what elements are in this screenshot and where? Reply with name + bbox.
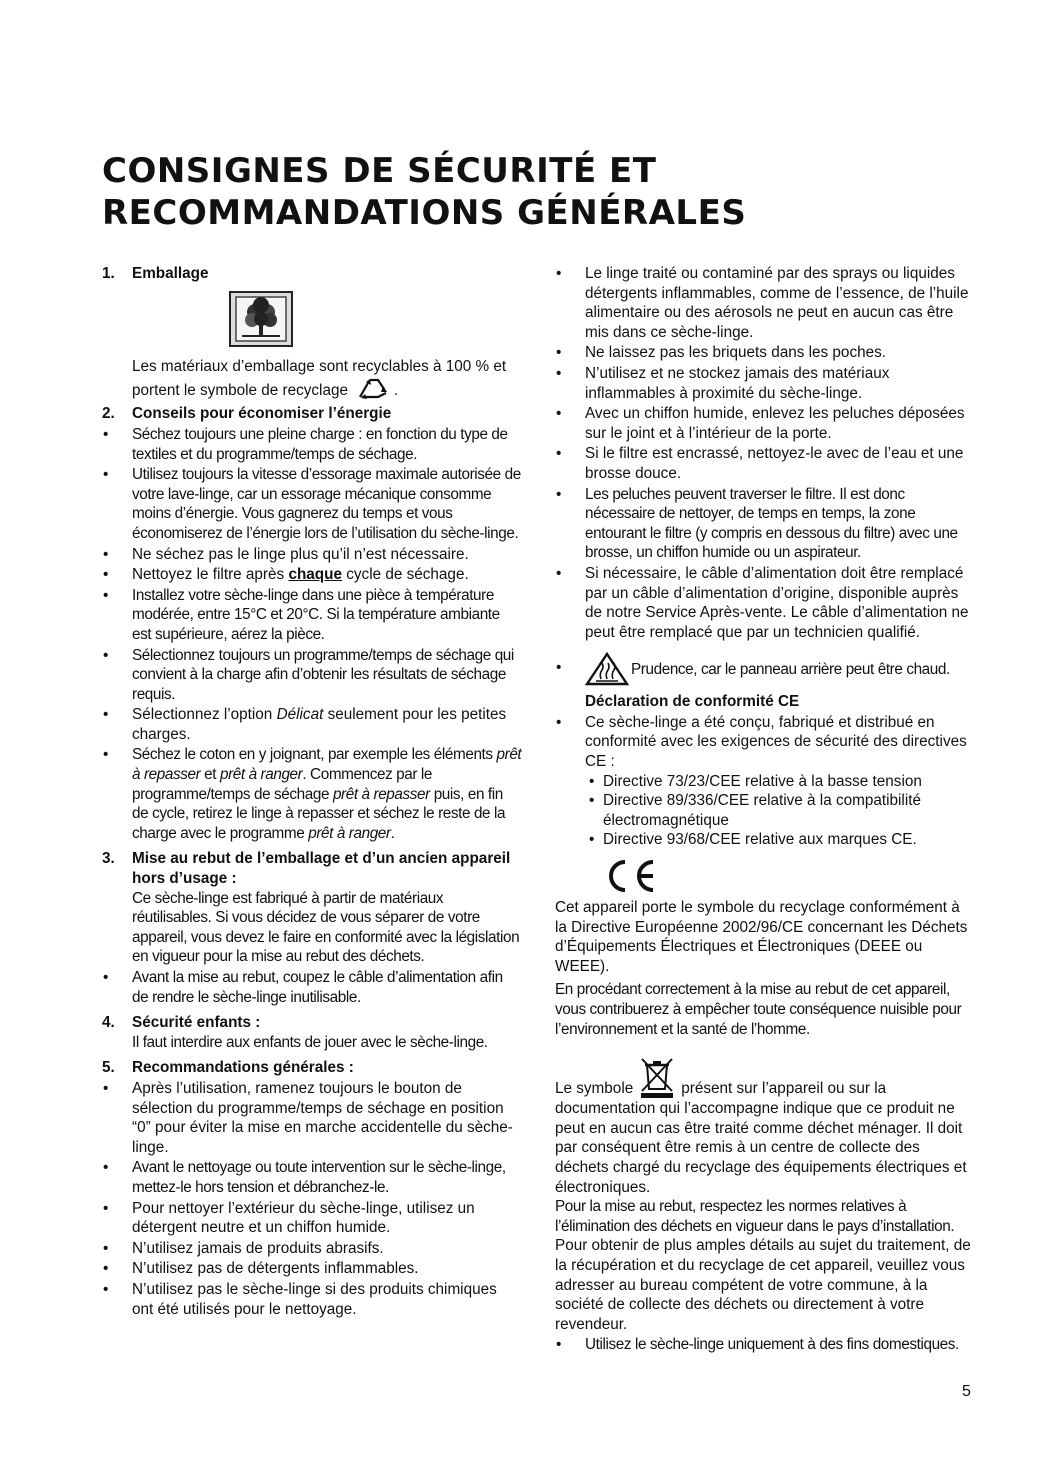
- weee-paragraph: Pour obtenir de plus amples détails au sujet du traitement, de la récupération et du recyclage de cet appareil, veuillez vous adresser au bureau compétent de votre commune, à la société de collecte des déchets ou directement à votre revendeur.: [555, 1237, 971, 1333]
- disposal-text: Ce sèche-linge est fabriqué à partir de matériaux réutilisables. Si vous décidez de vous séparer de votre appareil, vous devez le faire en conformité avec la législation en vigueur pour la mise au rebut des déchets.: [132, 889, 520, 966]
- crossed-bin-icon: [637, 1055, 677, 1099]
- list-item: • Si le filtre est encrassé, nettoyez-le avec de l’eau et une brosse douce.: [555, 444, 975, 483]
- list-item: • Avant la mise au rebut, coupez le câble d’alimentation afin de rendre le sèche-linge inutilisable.: [102, 968, 522, 1007]
- emphasis-text: chaque: [288, 566, 342, 584]
- page-title-line2: RECOMMANDATIONS GÉNÉRALES: [102, 193, 747, 233]
- weee-paragraph: En procédant correctement à la mise au rebut de cet appareil, vous contribuerez à empêcher toute conséquence nuisible pour l’environnement et la santé de l’homme.: [555, 981, 962, 1038]
- program-name: Délicat: [276, 706, 324, 724]
- list-item-text: puis, en fin de cycle, retirez le linge à repasser et séchez le reste de la charge avec le programme: [132, 785, 506, 842]
- list-item: • Installez votre sèche-linge dans une pièce à température modérée, entre 15°C et 20°C. Si la température ambiante est supérieure, aérez la pièce.: [102, 586, 522, 645]
- section-packaging-heading: [102, 264, 522, 284]
- list-item: • Après l’utilisation, ramenez toujours le bouton de sélection du programme/temps de séchage en position “0” pour éviter la mise en marche accidentelle du sèche-linge.: [102, 1079, 522, 1157]
- section-number: 1.: [102, 265, 115, 282]
- child-safety-text: Il faut interdire aux enfants de jouer avec le sèche-linge.: [132, 1033, 488, 1051]
- section-general-heading: [102, 1058, 522, 1078]
- section-energy-heading: [102, 404, 522, 424]
- section-number: 3.: [102, 850, 115, 868]
- list-item-text: . Commencez par le programme/temps de séchage: [132, 766, 433, 803]
- section-number: 4.: [102, 1014, 115, 1032]
- packaging-tree-icon: [228, 288, 294, 348]
- weee-text: Le symbole: [555, 1080, 634, 1098]
- list-item: • Avant le nettoyage ou toute intervention sur le sèche-linge, mettez-le hors tension et débranchez-le.: [102, 1158, 522, 1197]
- directive-item: • Directive 73/23/CEE relative à la basse tension: [555, 772, 975, 792]
- list-item: • Pour nettoyer l’extérieur du sèche-linge, utilisez un détergent neutre et un chiffon humide.: [102, 1199, 522, 1238]
- list-item: [102, 705, 522, 744]
- page-title-line1: CONSIGNES DE SÉCURITÉ ET: [102, 151, 657, 191]
- right-column: [555, 264, 975, 1355]
- list-item-text: Nettoyez le filtre après: [132, 566, 285, 584]
- list-item-text: .: [390, 824, 395, 842]
- section-child-safety-heading: [102, 1013, 522, 1033]
- directive-item: • Directive 93/68/CEE relative aux marques CE.: [555, 830, 975, 850]
- list-item: [102, 745, 522, 843]
- list-item: • Utilisez le sèche-linge uniquement à des fins domestiques.: [555, 1335, 975, 1355]
- section-title: Emballage: [132, 265, 209, 282]
- section-title: Sécurité enfants :: [132, 1014, 261, 1032]
- program-name: prêt à ranger: [219, 766, 303, 784]
- list-item: • Utilisez toujours la vitesse d’essorage maximale autorisée de votre lave-linge, car un essorage mécanique consomme moins d’énergie. Vous gagnerez du temps et vous économiserez de l’énergie lors de l’utilisation du sèche-linge.: [102, 465, 522, 543]
- list-item: • Ne séchez pas le linge plus qu’il n’est nécessaire.: [102, 545, 522, 565]
- weee-paragraph: Pour la mise au rebut, respectez les normes relatives à l’élimination des déchets en vigueur dans le pays d’installation.: [555, 1198, 955, 1235]
- recycle-icon: [356, 377, 390, 399]
- list-item: • N’utilisez pas le sèche-linge si des produits chimiques ont été utilisés pour le nettoyage.: [102, 1280, 522, 1319]
- list-item-text: Sélectionnez l’option: [132, 706, 273, 724]
- packaging-text-main: Les matériaux d’emballage sont recyclables à 100 % et portent le symbole de recyclage: [132, 358, 507, 399]
- list-item: • N’utilisez et ne stockez jamais des matériaux inflammables à proximité du sèche-linge.: [555, 364, 975, 403]
- section-title: Mise au rebut de l’emballage et d’un ancien appareil hors d’usage :: [132, 850, 511, 888]
- section-title: Conseils pour économiser l’énergie: [132, 405, 392, 423]
- packaging-text-end: .: [393, 381, 399, 399]
- list-item-text: cycle de séchage.: [346, 566, 469, 584]
- list-item: • Ce sèche-linge a été conçu, fabriqué et distribué en conformité avec les exigences de sécurité des directives CE :: [555, 713, 975, 772]
- ce-mark-icon: [603, 858, 659, 894]
- list-item: • Si nécessaire, le câble d’alimentation doit être remplacé par un câble d’alimentation d’origine, disponible auprès de notre Service Après-vente. Le câble d’alimentation ne peut être remplacé que par un technicien qualifié.: [555, 564, 975, 642]
- page-number: 5: [962, 1383, 971, 1400]
- weee-text: présent sur l’appareil ou sur la documentation qui l’accompagne indique que ce produit ne peut en aucun cas être traité comme déchet ménager. Il doit par conséquent être remis à un centre de collecte des déchets chargé du recyclage des équipements électriques et électroniques.: [555, 1080, 967, 1196]
- weee-paragraph: Cet appareil porte le symbole du recyclage conformément à la Directive Européenne 2002/96/CE concernant les Déchets d’Équipements Électriques et Électroniques (DEEE ou WEEE).: [555, 899, 968, 975]
- hot-surface-warning-icon: [585, 652, 629, 686]
- left-column: [102, 264, 522, 1319]
- weee-paragraph: [555, 1055, 975, 1197]
- list-item: • Avec un chiffon humide, enlevez les peluches déposées sur le joint et à l’intérieur de la porte.: [555, 404, 975, 443]
- list-item: • Sélectionnez toujours un programme/temps de séchage qui convient à la charge afin d’obtenir les résultats de séchage requis.: [102, 646, 522, 705]
- section-number: 2.: [102, 405, 115, 423]
- list-item: • N’utilisez jamais de produits abrasifs.: [102, 1239, 522, 1259]
- list-item: • N’utilisez pas de détergents inflammables.: [102, 1259, 522, 1279]
- list-item: • Les peluches peuvent traverser le filtre. Il est donc nécessaire de nettoyer, de temps en temps, la zone entourant le filtre (y compris en dessous du filtre) avec une brosse, un chiffon humide ou un aspirateur.: [555, 485, 975, 563]
- program-name: prêt à repasser: [332, 785, 430, 803]
- ce-declaration-heading: Déclaration de conformité CE: [585, 693, 800, 711]
- packaging-text: [102, 357, 522, 400]
- page-title: [102, 150, 982, 234]
- warning-text: • Prudence, car le panneau arrière peut être chaud.: [631, 661, 950, 679]
- list-item-text: Séchez le coton en y joignant, par exemple les éléments: [132, 746, 493, 764]
- section-number: 5.: [102, 1059, 115, 1077]
- list-item: • Ne laissez pas les briquets dans les poches.: [555, 343, 975, 363]
- list-item: • Le linge traité ou contaminé par des sprays ou liquides détergents inflammables, comme de l’essence, de l’huile alimentaire ou des aérosols ne peut en aucun cas être mis dans ce sèche-linge.: [555, 264, 975, 342]
- section-title: Recommandations générales :: [132, 1059, 354, 1077]
- list-item: • Séchez toujours une pleine charge : en fonction du type de textiles et du programme/temps de séchage.: [102, 425, 522, 464]
- hot-panel-warning: [555, 652, 975, 686]
- program-name: prêt à repasser: [132, 746, 522, 784]
- list-item-text: seulement pour les petites charges.: [132, 706, 507, 743]
- program-name: prêt à ranger: [308, 824, 391, 842]
- list-item: [102, 565, 522, 585]
- list-item-text: et: [204, 766, 217, 784]
- section-disposal-heading: [102, 849, 522, 888]
- directive-item: • Directive 89/336/CEE relative à la compatibilité électromagnétique: [555, 791, 975, 830]
